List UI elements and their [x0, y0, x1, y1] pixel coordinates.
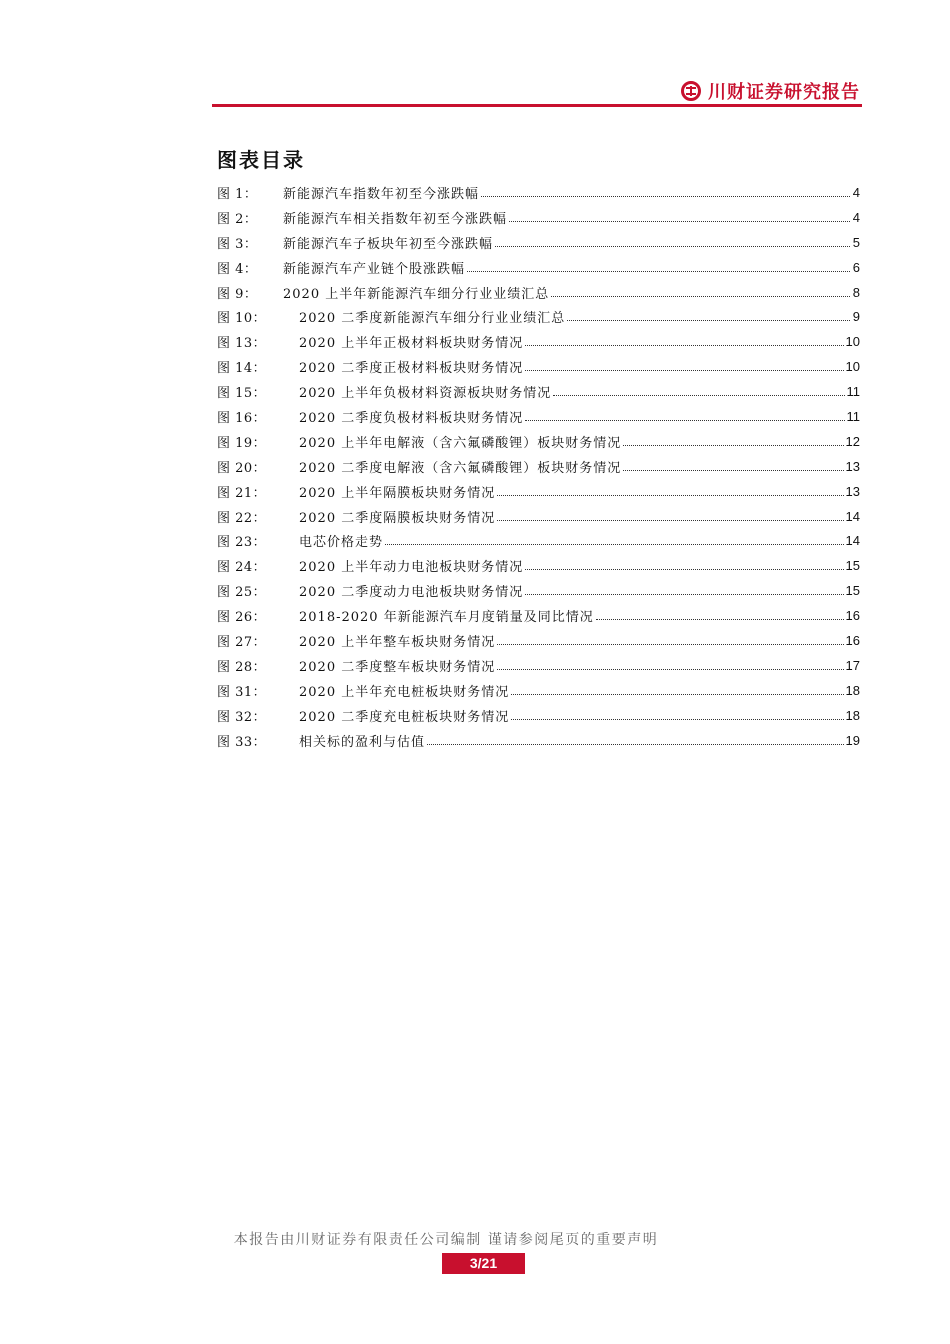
toc-entry-title: 新能源汽车相关指数年初至今涨跌幅: [283, 211, 508, 227]
toc-page-number: 11: [846, 384, 860, 400]
toc-figure-number: 图 33：: [217, 734, 267, 750]
toc-entry[interactable]: [217, 180, 860, 205]
toc-entry-title: 2020 二季度负极材料板块财务情况: [299, 410, 524, 426]
toc-dot-leader: [525, 345, 843, 346]
toc-figure-number: 图 10：: [217, 311, 267, 327]
toc-page-number: 10: [845, 334, 860, 350]
toc-page-number: 4: [852, 209, 860, 225]
toc-dot-leader: [567, 320, 850, 321]
toc-entry[interactable]: [217, 628, 860, 653]
toc-entry-title: 2020 上半年正极材料板块财务情况: [299, 336, 524, 352]
toc-page-number: 15: [845, 583, 860, 599]
toc-figure-number: 图 1：: [217, 186, 258, 202]
toc-page-number: 16: [845, 608, 860, 624]
toc-dot-leader: [497, 644, 843, 645]
footer-disclaimer: 本报告由川财证券有限责任公司编制 谨请参阅尾页的重要声明: [233, 1232, 659, 1248]
toc-entry-title: 新能源汽车产业链个股涨跌幅: [283, 261, 466, 277]
toc-entry[interactable]: [217, 504, 860, 529]
toc-entry[interactable]: [217, 728, 860, 753]
toc-entry[interactable]: [217, 205, 860, 230]
toc-entry[interactable]: [217, 354, 860, 379]
toc-page-number: 9: [852, 309, 860, 325]
toc-figure-number: 图 31：: [217, 684, 267, 700]
toc-dot-leader: [385, 544, 844, 545]
toc-figure-number: 图 32：: [217, 709, 267, 725]
toc-entry-title: 2020 二季度隔膜板块财务情况: [299, 510, 496, 526]
toc-entry[interactable]: [217, 454, 860, 479]
toc-entry-title: 2020 二季度整车板块财务情况: [299, 659, 496, 675]
toc-figure-number: 图 24：: [217, 560, 267, 576]
toc-entry[interactable]: [217, 379, 860, 404]
toc-dot-leader: [509, 221, 850, 222]
toc-entry-title: 新能源汽车子板块年初至今涨跌幅: [283, 236, 494, 252]
toc-entry[interactable]: [217, 703, 860, 728]
toc-entry-title: 2020 二季度充电桩板块财务情况: [299, 709, 510, 725]
toc-dot-leader: [596, 619, 844, 620]
toc-page-number: 14: [845, 533, 860, 549]
chuancai-logo-icon: [681, 81, 701, 101]
page-header: [212, 76, 862, 106]
toc-figure-number: 图 3：: [217, 236, 258, 252]
toc-dot-leader: [481, 196, 850, 197]
toc-dot-leader: [511, 719, 843, 720]
toc-entry-title: 2020 二季度新能源汽车细分行业业绩汇总: [299, 311, 566, 327]
toc-entry-title: 2020 上半年负极材料资源板块财务情况: [299, 386, 552, 402]
toc-entry-title: 2020 二季度正极材料板块财务情况: [299, 361, 524, 377]
toc-page-number: 17: [845, 657, 860, 673]
toc-figure-number: 图 14：: [217, 361, 267, 377]
toc-figure-number: 图 26：: [217, 610, 267, 626]
toc-entry[interactable]: [217, 479, 860, 504]
toc-dot-leader: [553, 395, 844, 396]
toc-entry[interactable]: [217, 528, 860, 553]
toc-dot-leader: [525, 420, 844, 421]
toc-entry[interactable]: [217, 280, 860, 305]
toc-figure-number: 图 15：: [217, 386, 267, 402]
toc-entry[interactable]: [217, 578, 860, 603]
toc-page-number: 12: [845, 433, 860, 449]
brand-name: 川财证券研究报告: [708, 82, 860, 103]
toc-entry-title: 2020 上半年隔膜板块财务情况: [299, 485, 496, 501]
toc-entry[interactable]: [217, 678, 860, 703]
toc-entry-title: 2020 二季度动力电池板块财务情况: [299, 585, 524, 601]
toc-figure-number: 图 2：: [217, 211, 258, 227]
toc-entry[interactable]: [217, 329, 860, 354]
toc-page-number: 18: [845, 682, 860, 698]
toc-figure-number: 图 27：: [217, 634, 267, 650]
toc-page-number: 11: [846, 408, 860, 424]
toc-figure-number: 图 21：: [217, 485, 267, 501]
toc-entry-title: 新能源汽车指数年初至今涨跌幅: [283, 186, 480, 202]
toc-figure-number: 图 23：: [217, 535, 267, 551]
toc-entry[interactable]: [217, 404, 860, 429]
toc-entry-title: 2020 上半年充电桩板块财务情况: [299, 684, 510, 700]
toc-entry[interactable]: [217, 304, 860, 329]
toc-figure-number: 图 4：: [217, 261, 258, 277]
toc-entry-title: 2020 上半年整车板块财务情况: [299, 634, 496, 650]
toc-entry-title: 2020 上半年新能源汽车细分行业业绩汇总: [283, 286, 550, 302]
toc-dot-leader: [497, 669, 843, 670]
toc-entry-title: 2020 二季度电解液（含六氟磷酸锂）板块财务情况: [299, 460, 622, 476]
toc-dot-leader: [525, 569, 843, 570]
toc-entry-title: 2020 上半年动力电池板块财务情况: [299, 560, 524, 576]
toc-dot-leader: [427, 744, 844, 745]
toc-page-number: 4: [852, 184, 860, 200]
toc-entry[interactable]: [217, 553, 860, 578]
toc-entry[interactable]: [217, 603, 860, 628]
toc-dot-leader: [511, 694, 843, 695]
toc-title: 图表目录: [217, 148, 305, 172]
toc-page-number: 14: [845, 508, 860, 524]
toc-entry-title: 2018-2020 年新能源汽车月度销量及同比情况: [299, 610, 594, 626]
toc-entry-title: 相关标的盈利与估值: [299, 734, 426, 750]
toc-entry-title: 2020 上半年电解液（含六氟磷酸锂）板块财务情况: [299, 435, 622, 451]
toc-figure-number: 图 28：: [217, 659, 267, 675]
toc-dot-leader: [551, 296, 850, 297]
brand: [681, 78, 860, 104]
toc-entry[interactable]: [217, 653, 860, 678]
toc-page-number: 16: [845, 632, 860, 648]
toc-page-number: 19: [845, 732, 860, 748]
toc-page-number: 15: [845, 558, 860, 574]
toc-figure-number: 图 13：: [217, 336, 267, 352]
toc-dot-leader: [623, 445, 843, 446]
toc-dot-leader: [495, 246, 850, 247]
toc-page-number: 18: [845, 707, 860, 723]
toc-entry[interactable]: [217, 255, 860, 280]
toc-figure-number: 图 20：: [217, 460, 267, 476]
table-of-figures: [217, 180, 860, 752]
toc-dot-leader: [623, 470, 843, 471]
toc-figure-number: 图 22：: [217, 510, 267, 526]
toc-entry[interactable]: [217, 429, 860, 454]
toc-dot-leader: [497, 495, 843, 496]
toc-page-number: 6: [852, 259, 860, 275]
toc-dot-leader: [525, 594, 843, 595]
toc-dot-leader: [525, 370, 843, 371]
toc-page-number: 13: [845, 483, 860, 499]
toc-figure-number: 图 19：: [217, 435, 267, 451]
header-divider: [212, 104, 862, 107]
toc-page-number: 13: [845, 458, 860, 474]
toc-page-number: 10: [845, 359, 860, 375]
toc-figure-number: 图 9：: [217, 286, 258, 302]
toc-dot-leader: [467, 271, 850, 272]
toc-entry-title: 电芯价格走势: [299, 535, 384, 551]
toc-page-number: 8: [852, 284, 860, 300]
toc-figure-number: 图 25：: [217, 585, 267, 601]
page-number-badge: 3/21: [442, 1253, 525, 1274]
toc-figure-number: 图 16：: [217, 410, 267, 426]
toc-page-number: 5: [852, 234, 860, 250]
toc-entry[interactable]: [217, 230, 860, 255]
toc-dot-leader: [497, 520, 843, 521]
